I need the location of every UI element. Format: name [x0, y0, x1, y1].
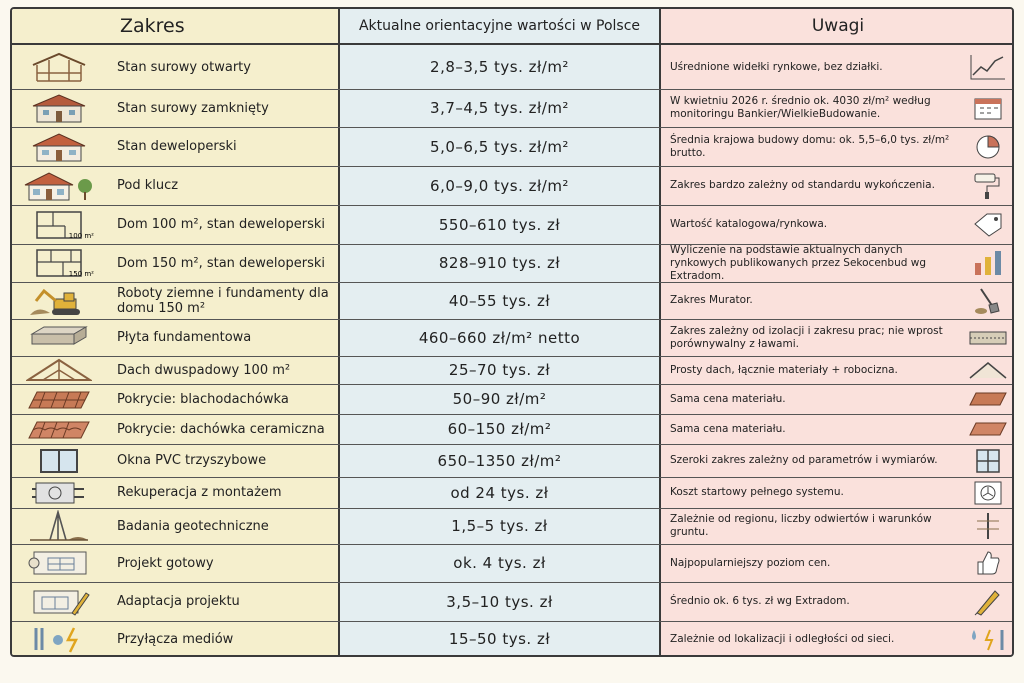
blueprint-scroll-icon [20, 544, 98, 582]
table-row [12, 127, 1012, 167]
cell-uwagi: Zakres bardzo zależny od standardu wykończenia. [670, 179, 935, 191]
cell-zakres: Badania geotechniczne [117, 518, 269, 534]
table-row [12, 444, 1012, 478]
cell-zakres: Dom 100 m², stan deweloperski [117, 217, 326, 232]
cell-zakres: Adaptacja projektu [117, 594, 240, 609]
cell-uwagi: Najpopularniejszy poziom cen. [670, 556, 831, 569]
cell-wartosc: 25–70 tys. zł [448, 361, 551, 379]
slab-section-icon [967, 319, 1009, 356]
cell-wartosc: 60–150 zł/m² [447, 420, 552, 438]
cell-wartosc: 3,5–10 tys. zł [446, 592, 553, 611]
cell-zakres: Roboty ziemne i fundamenty dla domu 150 m² [117, 285, 329, 316]
thumbs-up-icon [967, 544, 1009, 582]
cell-zakres: Rekuperacja z montażem [117, 485, 282, 500]
cell-wartosc: 5,0–6,5 tys. zł/m² [430, 137, 569, 156]
table-row [12, 45, 1012, 90]
price-tag-icon [967, 205, 1009, 244]
icon-area-label: 150 m² [68, 270, 94, 278]
header-zakres: Zakres [120, 15, 185, 37]
recuperator-icon [20, 477, 98, 508]
cell-uwagi: Zależnie od regionu, liczby odwiertów i warunków gruntu. [670, 513, 932, 538]
cell-wartosc: 40–55 tys. zł [448, 291, 551, 310]
table-row [12, 414, 1012, 445]
paint-roller-icon [967, 166, 1009, 205]
table-row [12, 356, 1012, 385]
soil-probe-icon [967, 508, 1009, 544]
utilities-icon [20, 621, 98, 657]
cell-wartosc: 1,5–5 tys. zł [451, 517, 548, 535]
cell-wartosc: 460–660 zł/m² netto [418, 328, 581, 347]
cell-uwagi: Zakres Murator. [670, 294, 753, 306]
fan-icon [967, 477, 1009, 508]
shovel-icon [967, 282, 1009, 319]
cell-zakres: Stan deweloperski [117, 139, 237, 154]
table-row [12, 508, 1012, 545]
blueprint-pencil-icon [20, 582, 98, 621]
cell-zakres: Pokrycie: dachówka ceramiczna [117, 421, 325, 437]
cell-zakres: Płyta fundamentowa [117, 330, 252, 345]
pie-chart-icon [967, 127, 1009, 166]
cell-zakres: Dach dwuspadowy 100 m² [117, 362, 291, 378]
roof-truss-icon [20, 356, 98, 384]
utilities-small-icon [967, 621, 1009, 657]
floorplan-100-icon [20, 205, 98, 244]
table-row [12, 205, 1012, 245]
trend-chart-icon [967, 45, 1009, 89]
cell-uwagi: Zależnie od lokalizacji i odległości od sieci. [670, 632, 895, 645]
cell-wartosc: 3,7–4,5 tys. zł/m² [430, 99, 569, 117]
cell-uwagi: Sama cena materiału. [670, 392, 786, 405]
cell-wartosc: 2,8–3,5 tys. zł/m² [430, 58, 569, 76]
cell-uwagi: Średnio ok. 6 tys. zł wg Extradom. [670, 595, 850, 607]
cell-zakres: Okna PVC trzyszybowe [117, 453, 267, 468]
cell-uwagi: Wartość katalogowa/rynkowa. [670, 218, 828, 230]
bar-chart-icon [967, 244, 1009, 282]
cell-zakres: Pod klucz [117, 178, 179, 193]
cell-uwagi: Sama cena materiału. [670, 422, 786, 435]
table-row [12, 166, 1012, 206]
table-row [12, 384, 1012, 415]
header-wartosci: Aktualne orientacyjne wartości w Polsce [358, 18, 641, 34]
cell-wartosc: od 24 tys. zł [450, 483, 549, 502]
cell-zakres: Projekt gotowy [117, 555, 214, 571]
cell-wartosc: 6,0–9,0 tys. zł/m² [430, 176, 569, 195]
house-frame-icon [20, 45, 98, 89]
window-icon [20, 444, 98, 477]
metal-tile-small-icon [967, 384, 1009, 414]
cell-wartosc: 828–910 tys. zł [438, 254, 561, 272]
pencil-icon [967, 582, 1009, 621]
window-small-icon [967, 444, 1009, 477]
cell-wartosc: ok. 4 tys. zł [453, 554, 546, 572]
calendar-icon [967, 89, 1009, 127]
cell-zakres: Stan surowy zamknięty [117, 100, 269, 116]
table-row [12, 477, 1012, 509]
table-header [12, 9, 1012, 45]
cell-uwagi: Koszt startowy pełnego systemu. [670, 486, 844, 498]
drilling-rig-icon [20, 508, 98, 544]
ceramic-tile-icon [20, 414, 98, 444]
cell-zakres: Przyłącza mediów [117, 631, 234, 647]
house-developer-icon [20, 127, 98, 166]
table-row [12, 89, 1012, 128]
cell-wartosc: 550–610 tys. zł [438, 215, 561, 234]
cell-zakres: Pokrycie: blachodachówka [117, 391, 289, 407]
floorplan-150-icon [20, 244, 98, 282]
icon-area-label: 100 m² [68, 232, 94, 240]
header-uwagi: Uwagi [811, 16, 865, 36]
metal-tile-icon [20, 384, 98, 414]
foundation-slab-icon [20, 319, 98, 356]
ceramic-tile-small-icon [967, 414, 1009, 444]
table-row [12, 544, 1012, 583]
cell-zakres: Stan surowy otwarty [117, 59, 251, 75]
cell-uwagi: Uśrednione widełki rynkowe, bez działki. [670, 60, 883, 73]
cell-wartosc: 15–50 tys. zł [448, 630, 551, 648]
cell-uwagi: Zakres zależny od izolacji i zakresu prac; nie wprost porównywalny z ławami. [670, 324, 943, 350]
house-finished-icon [20, 166, 98, 205]
table-row [12, 282, 1012, 320]
cell-uwagi: Szeroki zakres zależny od parametrów i wymiarów. [670, 454, 938, 466]
table-row [12, 319, 1012, 357]
cell-uwagi: Prosty dach, łącznie materiały + robocizna. [670, 363, 898, 376]
excavator-icon [20, 282, 98, 319]
table-row [12, 244, 1012, 283]
table-row [12, 582, 1012, 622]
cell-uwagi: Średnia krajowa budowy domu: ok. 5,5–6,0 tys. zł/m² brutto. [670, 133, 950, 159]
cell-wartosc: 650–1350 zł/m² [437, 451, 562, 470]
cell-uwagi: W kwietniu 2026 r. średnio ok. 4030 zł/m² według monitoringu Bankier/WielkieBudowanie. [670, 95, 931, 120]
house-closed-icon [20, 89, 98, 127]
cell-zakres: Dom 150 m², stan deweloperski [117, 255, 326, 271]
cell-wartosc: 50–90 zł/m² [452, 390, 547, 408]
cell-uwagi: Wyliczenie na podstawie aktualnych danych rynkowych publikowanych przez Sekocenbud wg Extradom. [670, 243, 927, 282]
table-row [12, 621, 1012, 657]
roof-icon [967, 356, 1009, 384]
cost-table [10, 7, 1014, 657]
